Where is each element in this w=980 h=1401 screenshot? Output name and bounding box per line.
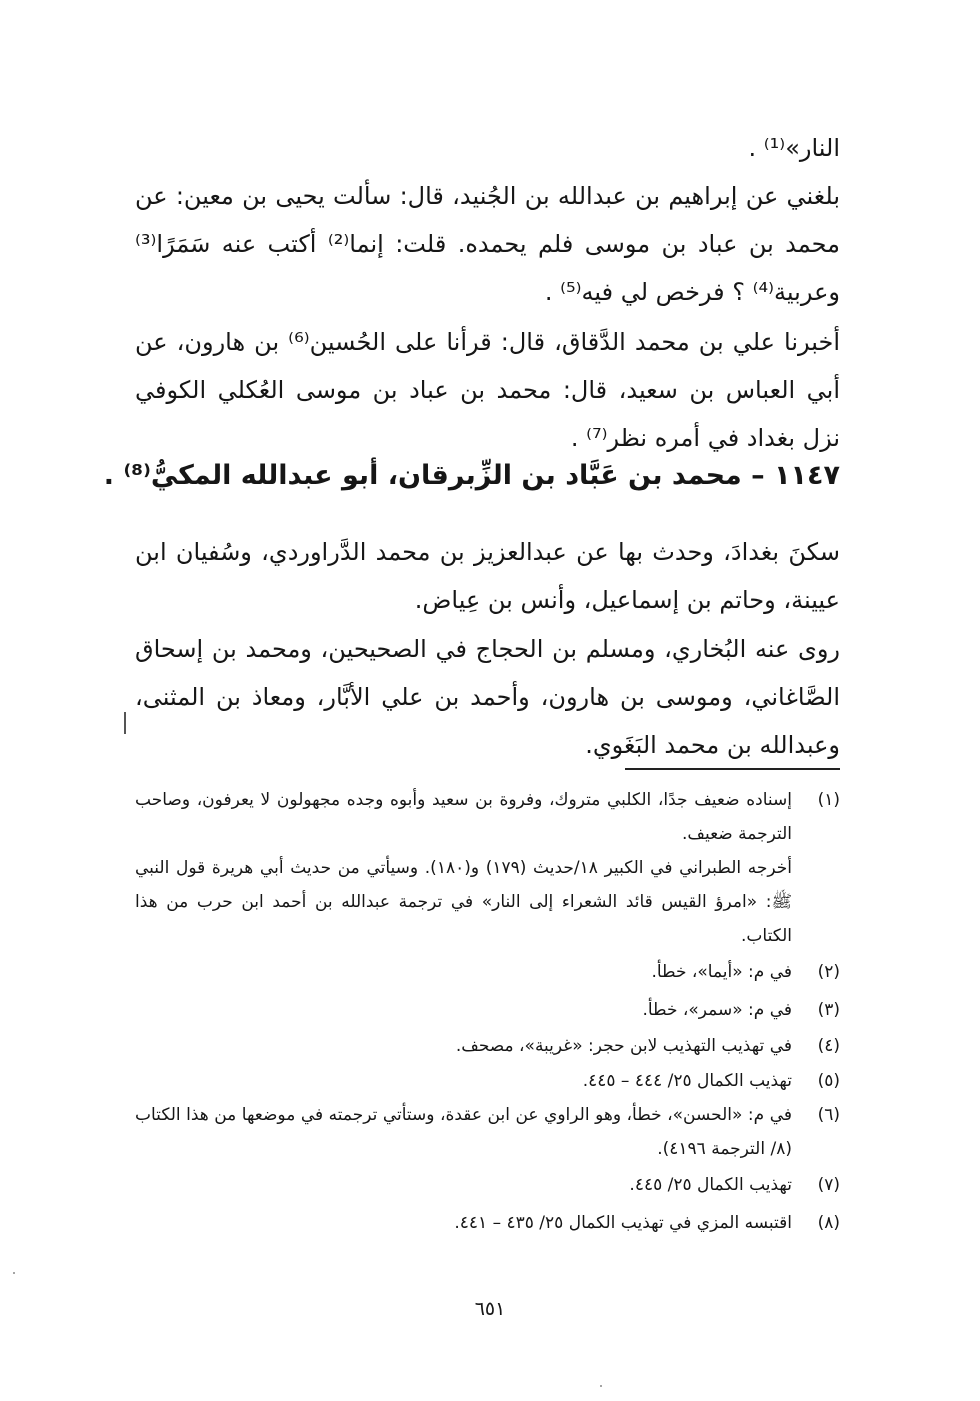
opening-line: النار»⁽¹⁾ . bbox=[748, 134, 840, 162]
footnote-number: (٣) bbox=[817, 1000, 840, 1020]
footnote-number: (١) bbox=[817, 790, 840, 810]
footnote-text: في م: «الحسن»، خطأ، وهو الراوي عن ابن عقدة، وستأتي ترجمته في موضعها من هذا الكتاب (٨/ الترجمة ٤١٩٦). bbox=[135, 1105, 792, 1159]
footnote-number: (٤) bbox=[817, 1036, 840, 1056]
footnote-number: (٢) bbox=[817, 962, 840, 982]
footnote-1-continuation: أخرجه الطبراني في الكبير ١٨/حديث (١٧٩) و(١٨٠). وسيأتي من حديث أبي هريرة قول النبي ﷺ: «امرؤ القيس قائد الشعراء إلى النار» في ترجمة عبدالله بن أحمد ابن حرب من هذا الكتاب. bbox=[135, 858, 793, 946]
footnote-2 bbox=[135, 955, 840, 989]
margin-mark bbox=[124, 712, 126, 734]
footnote-text: اقتبسه المزي في تهذيب الكمال ٢٥/ ٤٣٥ – ٤٤١. bbox=[454, 1213, 792, 1233]
entry-heading: ١١٤٧ – محمد بن عَبَّاد بن الزِّبرقان، أبو عبدالله المكيُّ⁽⁸⁾ . bbox=[103, 460, 840, 491]
footnote-text: في تهذيب التهذيب لابن حجر: «غريبة»، مصحف. bbox=[455, 1036, 792, 1056]
footnote-text: تهذيب الكمال ٢٥/ ٤٤٤ – ٤٤٥. bbox=[582, 1071, 792, 1091]
scan-speck bbox=[600, 1385, 602, 1387]
footnote-6 bbox=[135, 1098, 840, 1166]
footnote-text: في م: «سمر»، خطأ. bbox=[642, 1000, 792, 1020]
paragraph-ali-al-daqqaq: أخبرنا علي بن محمد الدَّقاق، قال: قرأنا على الحُسين⁽⁶⁾ بن هارون، عن أبي العباس بن سعيد، قال: محمد بن عباد بن موسى العُكلي الكوفي نزل بغداد في أمره نظر⁽⁷⁾ . bbox=[135, 328, 840, 452]
footnote-7 bbox=[135, 1168, 840, 1202]
footnote-text: في م: «أيما»، خطأ. bbox=[651, 962, 792, 982]
footnote-1 bbox=[135, 783, 840, 851]
footnote-number: (٧) bbox=[817, 1175, 840, 1195]
entry-paragraph-narrators: روى عنه البُخاري، ومسلم بن الحجاج في الصحيحين، ومحمد بن إسحاق الصَّاغاني، وموسى بن هارون، وأحمد بن علي الأبَّار، ومعاذ بن المثنى، وعبدالله بن محمد البَغَوي. bbox=[135, 635, 840, 759]
entry-paragraph-residence: سكنَ بغدادَ، وحدث بها عن عبدالعزيز بن محمد الدَّراوردي، وسُفيان ابن عيينة، وحاتم بن إسماعيل، وأنس بن عِياض. bbox=[135, 538, 840, 614]
footnote-text: إسناده ضعيف جدًا، الكلبي متروك، وفروة بن سعيد وأبوه وجده مجهولون لا يعرفون، وصاحب الترجمة ضعيف. bbox=[135, 790, 792, 844]
page-number: ٦٥١ bbox=[474, 1298, 506, 1320]
footnote-8 bbox=[135, 1206, 840, 1240]
footnote-5 bbox=[135, 1064, 840, 1098]
paragraph-yahya-ibn-main: بلغني عن إبراهيم بن عبدالله بن الجُنيد، قال: سألت يحيى بن معين: عن محمد بن عباد بن موسى فلم يحمده. قلت: إنما⁽²⁾ أكتب عنه سَمَرًا⁽³⁾ وعربية⁽⁴⁾ ؟ فرخص لي فيه⁽⁵⁾ . bbox=[135, 182, 841, 306]
footnote-number: (٦) bbox=[817, 1105, 840, 1125]
footnote-number: (٨) bbox=[817, 1213, 840, 1233]
footnote-3 bbox=[135, 993, 840, 1027]
footnote-text: تهذيب الكمال ٢٥/ ٤٤٥. bbox=[629, 1175, 792, 1195]
footnote-4 bbox=[135, 1029, 840, 1063]
footnote-separator bbox=[625, 768, 840, 770]
footnote-number: (٥) bbox=[817, 1071, 840, 1091]
scan-speck bbox=[13, 1272, 15, 1274]
